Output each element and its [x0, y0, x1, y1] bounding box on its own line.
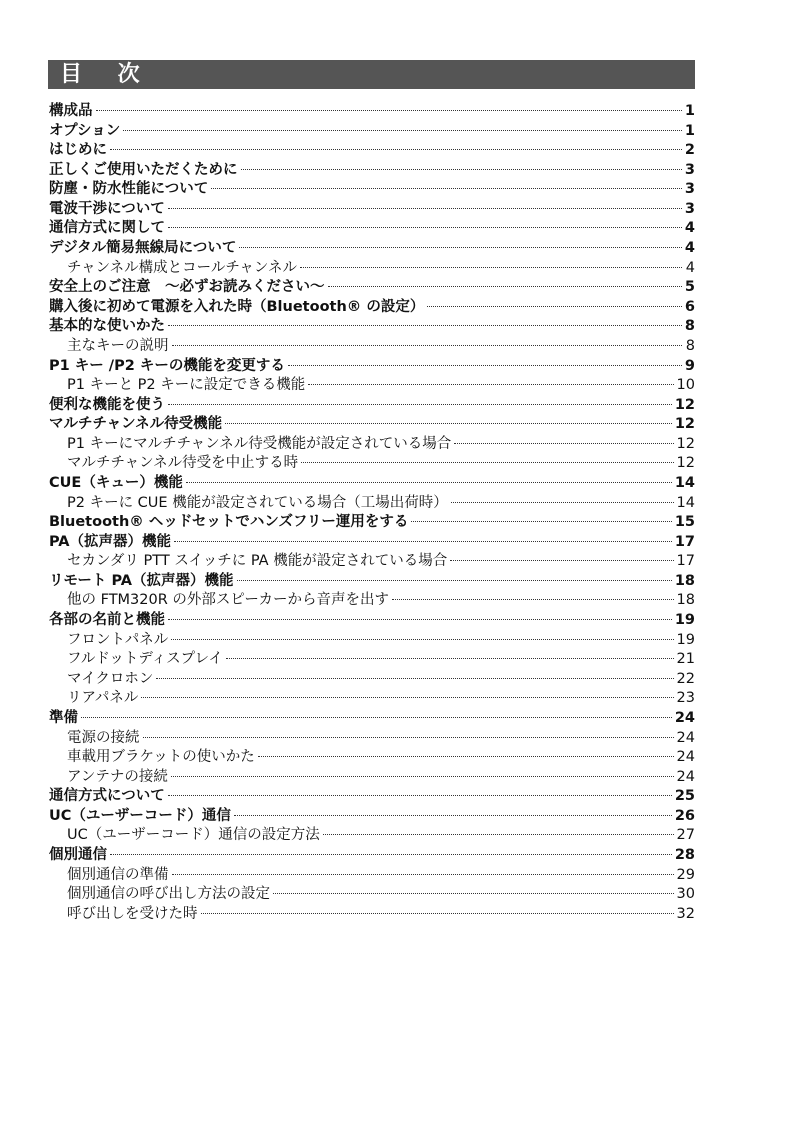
toc-subentry[interactable] [49, 885, 695, 905]
toc-subentry[interactable] [49, 376, 695, 396]
toc-subentry[interactable] [49, 650, 695, 670]
toc-page-number: 18 [676, 592, 695, 609]
toc-entry-title: フルドットディスプレイ [67, 651, 223, 668]
dot-leader [168, 208, 682, 209]
toc-entry[interactable] [49, 709, 695, 729]
toc-page-number: 9 [684, 357, 695, 374]
toc-entry-title: デジタル簡易無線局について [49, 240, 237, 257]
toc-page-number: 32 [676, 905, 695, 922]
toc-page-number: 21 [676, 651, 695, 668]
toc-entry-title: マイクロホン [67, 670, 154, 687]
toc-subentry[interactable] [49, 552, 695, 572]
toc-page-number: 12 [676, 435, 695, 452]
toc-page-number: 10 [676, 377, 695, 394]
toc-page-number: 12 [676, 455, 695, 472]
toc-entry[interactable] [49, 122, 695, 142]
toc-page-number: 12 [674, 416, 695, 433]
toc-subentry[interactable] [49, 259, 695, 279]
toc-entry-title: オプション [49, 122, 121, 139]
dot-leader [454, 443, 673, 444]
dot-leader [392, 599, 673, 600]
toc-subentry[interactable] [49, 631, 695, 651]
toc-page-number: 15 [674, 514, 695, 531]
toc-page-number: 8 [685, 337, 695, 354]
toc-entry-title: リモート PA（拡声器）機能 [49, 572, 234, 589]
toc-entry[interactable] [49, 200, 695, 220]
toc-page-number: 1 [684, 103, 695, 119]
dot-leader [451, 502, 674, 503]
toc-entry-title: P1 キーにマルチチャンネル待受機能が設定されている場合 [67, 435, 452, 452]
toc-page-number: 17 [676, 553, 695, 570]
dot-leader [239, 247, 682, 248]
toc-page-number: 4 [684, 220, 695, 237]
page-title: 目 次 [60, 62, 154, 87]
toc-entry-title: セカンダリ PTT スイッチに PA 機能が設定されている場合 [67, 553, 448, 570]
toc-subentry[interactable] [49, 670, 695, 690]
dot-leader [226, 658, 674, 659]
toc-page-number: 27 [676, 827, 695, 844]
toc-entry[interactable] [49, 396, 695, 416]
toc-entry-title: 個別通信 [49, 846, 107, 863]
toc-entry-title: 各部の名前と機能 [49, 612, 165, 629]
toc-page-number: 26 [674, 807, 695, 824]
toc-entry-title: CUE（キュー）機能 [49, 474, 183, 491]
toc-entry-title: 安全上のご注意 ～必ずお読みください～ [49, 279, 325, 296]
toc-entry[interactable] [49, 415, 695, 435]
toc-page-number: 30 [676, 886, 695, 903]
dot-leader [110, 149, 682, 150]
toc-page-number: 23 [676, 690, 695, 707]
toc-page-number: 3 [684, 200, 695, 217]
dot-leader [171, 639, 673, 640]
toc-subentry[interactable] [49, 729, 695, 749]
toc-page-number: 8 [684, 318, 695, 335]
toc-entry-title: 正しくご使用いただくために [49, 161, 238, 178]
table-of-contents [49, 102, 695, 924]
dot-leader [123, 130, 682, 131]
toc-page-number: 4 [685, 259, 695, 276]
toc-entry[interactable] [49, 219, 695, 239]
toc-entry-title: チャンネル構成とコールチャンネル [67, 259, 297, 276]
toc-entry-title: P1 キーと P2 キーに設定できる機能 [67, 377, 306, 394]
toc-page-number: 3 [684, 181, 695, 198]
toc-entry-title: 個別通信の準備 [67, 866, 169, 883]
toc-entry[interactable] [49, 611, 695, 631]
toc-entry[interactable] [49, 787, 695, 807]
dot-leader [110, 854, 672, 855]
toc-page-number: 29 [676, 866, 695, 883]
toc-page-number: 17 [674, 533, 695, 550]
toc-entry-title: マルチチャンネル待受機能 [49, 416, 223, 433]
toc-entry-title: 電波干渉について [49, 200, 165, 217]
dot-leader [168, 227, 682, 228]
dot-leader [450, 560, 673, 561]
dot-leader [241, 169, 682, 170]
toc-entry-title: P2 キーに CUE 機能が設定されている場合（工場出荷時） [67, 494, 448, 511]
toc-entry-title: 呼び出しを受けた時 [67, 905, 198, 922]
toc-entry[interactable] [49, 572, 695, 592]
dot-leader [273, 893, 674, 894]
dot-leader [258, 756, 674, 757]
toc-page-number: 5 [684, 279, 695, 296]
toc-page-number: 24 [676, 768, 695, 785]
toc-entry[interactable] [49, 807, 695, 827]
toc-entry-title: 便利な機能を使う [49, 396, 165, 413]
toc-entry-title: 準備 [49, 709, 78, 726]
toc-entry-title: 購入後に初めて電源を入れた時（Bluetooth® の設定） [49, 298, 425, 315]
toc-page-number: 28 [674, 846, 695, 863]
toc-entry-title: 通信方式について [49, 788, 165, 805]
toc-page-number: 14 [676, 494, 695, 511]
toc-page-number: 25 [674, 788, 695, 805]
dot-leader [427, 306, 682, 307]
toc-entry[interactable] [49, 102, 695, 122]
dot-leader [234, 815, 672, 816]
toc-entry[interactable] [49, 513, 695, 533]
toc-entry-title: PA（拡声器）機能 [49, 533, 172, 550]
toc-entry-title: 電源の接続 [67, 729, 140, 746]
toc-entry-title: 個別通信の呼び出し方法の設定 [67, 886, 270, 903]
toc-page-number: 22 [676, 670, 695, 687]
toc-entry-title: はじめに [49, 142, 107, 159]
toc-entry-title: Bluetooth® ヘッドセットでハンズフリー運用をする [49, 514, 409, 531]
toc-subentry[interactable] [49, 689, 695, 709]
dot-leader [172, 874, 674, 875]
dot-leader [168, 325, 682, 326]
toc-entry-title: マルチチャンネル待受を中止する時 [67, 455, 299, 472]
dot-leader [141, 697, 673, 698]
toc-entry[interactable] [49, 474, 695, 494]
toc-entry-title: 他の FTM320R の外部スピーカーから音声を出す [67, 592, 390, 609]
toc-page-number: 6 [684, 298, 695, 315]
toc-page-number: 18 [674, 572, 695, 589]
dot-leader [168, 404, 672, 405]
toc-entry-title: 防塵・防水性能について [49, 181, 209, 198]
toc-entry-title: 通信方式に関して [49, 220, 165, 237]
toc-entry-title: 主なキーの説明 [67, 337, 169, 354]
toc-subentry[interactable] [49, 591, 695, 611]
toc-subentry[interactable] [49, 454, 695, 474]
dot-leader [81, 717, 672, 718]
dot-leader [288, 365, 682, 366]
dot-leader [308, 384, 673, 385]
toc-subentry[interactable] [49, 768, 695, 788]
toc-page-number: 1 [684, 122, 695, 139]
toc-entry-title: フロントパネル [67, 631, 169, 648]
toc-entry-title: アンテナの接続 [67, 768, 168, 785]
dot-leader [237, 580, 672, 581]
toc-subentry[interactable] [49, 826, 695, 846]
toc-entry[interactable] [49, 298, 695, 318]
toc-entry[interactable] [49, 533, 695, 553]
toc-entry-title: P1 キー /P2 キーの機能を変更する [49, 357, 285, 374]
dot-leader [171, 776, 674, 777]
toc-page-number: 24 [676, 749, 695, 766]
dot-leader [143, 737, 674, 738]
toc-entry-title: リアパネル [67, 690, 139, 707]
toc-page-number: 3 [684, 161, 695, 178]
toc-page-number: 12 [674, 396, 695, 413]
toc-entry[interactable] [49, 141, 695, 161]
toc-entry[interactable] [49, 278, 695, 298]
toc-page-number: 24 [674, 709, 695, 726]
toc-subentry[interactable] [49, 337, 695, 357]
toc-subentry[interactable] [49, 748, 695, 768]
toc-page-number: 2 [684, 142, 695, 159]
toc-entry[interactable] [49, 357, 695, 377]
dot-leader [301, 462, 673, 463]
toc-page-number: 19 [674, 612, 695, 629]
toc-entry[interactable] [49, 317, 695, 337]
toc-entry-title: 車載用ブラケットの使いかた [67, 749, 255, 766]
dot-leader [96, 110, 682, 111]
toc-entry[interactable] [49, 180, 695, 200]
toc-subentry[interactable] [49, 494, 695, 514]
dot-leader [168, 619, 672, 620]
toc-subentry[interactable] [49, 866, 695, 886]
toc-page-number: 24 [676, 729, 695, 746]
toc-entry-title: 構成品 [49, 103, 93, 119]
dot-leader [328, 286, 682, 287]
toc-entry-title: UC（ユーザーコード）通信の設定方法 [67, 827, 320, 844]
dot-leader [174, 541, 672, 542]
dot-leader [186, 482, 672, 483]
dot-leader [201, 913, 674, 914]
toc-page-number: 14 [674, 474, 695, 491]
dot-leader [323, 834, 674, 835]
dot-leader [156, 678, 673, 679]
dot-leader [168, 795, 672, 796]
dot-leader [225, 423, 672, 424]
toc-entry[interactable] [49, 846, 695, 866]
dot-leader [172, 345, 683, 346]
dot-leader [300, 267, 682, 268]
toc-entry-title: 基本的な使いかた [49, 318, 165, 335]
dot-leader [411, 521, 671, 522]
toc-header-bar [48, 60, 695, 89]
toc-entry[interactable] [49, 161, 695, 181]
dot-leader [211, 188, 682, 189]
toc-entry[interactable] [49, 239, 695, 259]
toc-page-number: 4 [684, 240, 695, 257]
toc-subentry[interactable] [49, 905, 695, 925]
toc-entry-title: UC（ユーザーコード）通信 [49, 807, 231, 824]
toc-page-number: 19 [676, 631, 695, 648]
toc-subentry[interactable] [49, 435, 695, 455]
